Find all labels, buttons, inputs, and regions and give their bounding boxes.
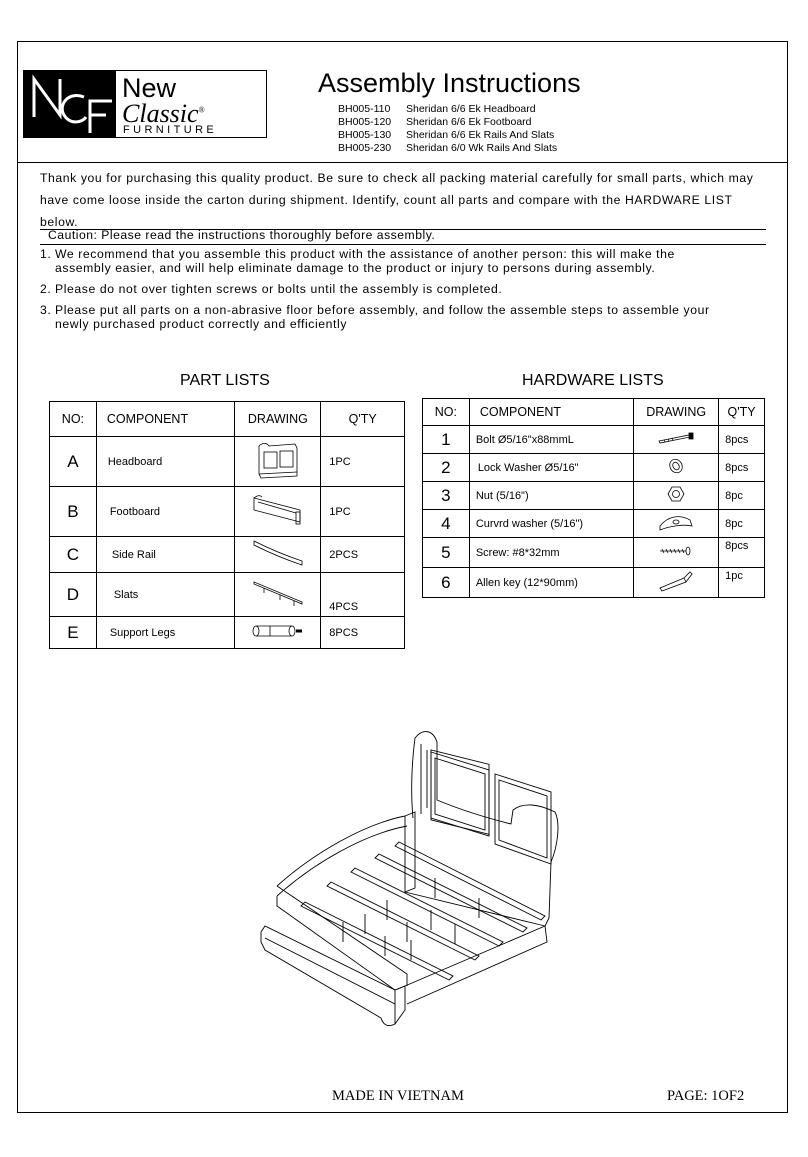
table-row [423, 568, 765, 598]
hardware-qty: 8pcs [719, 454, 765, 482]
screw-drawing-icon [634, 538, 719, 568]
ncf-monogram-icon [24, 71, 116, 137]
model-row [338, 142, 557, 155]
slat-drawing-icon [235, 573, 321, 617]
model-code: BH005-110 [338, 103, 391, 115]
step-line: Please put all parts on a non-abrasive floor before assembly, and follow the assemble steps to assemble your [55, 303, 710, 317]
brand-logo [23, 70, 267, 138]
model-name: Sheridan 6/6 Ek Rails And Slats [406, 129, 555, 141]
part-qty: 8PCS [321, 617, 405, 649]
part-component: Support Legs [96, 617, 235, 649]
model-name: Sheridan 6/0 Wk Rails And Slats [406, 142, 558, 154]
part-qty: 1PC [321, 437, 405, 487]
column-header-qty: Q'TY [719, 399, 765, 426]
headboard-drawing-icon [235, 437, 321, 487]
table-header-row [50, 402, 405, 437]
hardware-no: 2 [423, 454, 470, 482]
part-qty: 1PC [321, 487, 405, 537]
intro-paragraph: Thank you for purchasing this quality product. Be sure to check all packing material carefully for small parts, which may have come loose inside the carton during shipment. Identify, count all parts and compare with the HARDWARE LIST below. [40, 171, 754, 229]
part-component: Footboard [96, 487, 235, 537]
side-rail-drawing-icon [235, 537, 321, 573]
part-no: B [50, 487, 97, 537]
brand-name-new: New [122, 73, 177, 103]
model-row [338, 116, 557, 129]
hardware-component: Allen key (12*90mm) [469, 568, 633, 598]
column-header-no: NO: [50, 402, 97, 437]
part-component: Side Rail [96, 537, 235, 573]
column-header-no: NO: [423, 399, 470, 426]
table-row [423, 426, 765, 454]
hardware-component: Nut (5/16") [469, 482, 633, 510]
hardware-qty: 8pcs [719, 538, 765, 568]
hardware-component: Lock Washer Ø5/16" [469, 454, 633, 482]
allen-key-drawing-icon [634, 568, 719, 598]
instruction-step-2 [40, 282, 770, 296]
table-row [423, 538, 765, 568]
part-no: E [50, 617, 97, 649]
table-row [423, 510, 765, 538]
step-number: 2. [40, 282, 52, 296]
brand-name-classic: Classic® [122, 99, 205, 128]
part-list-table [49, 401, 405, 649]
column-header-component: COMPONENT [96, 402, 235, 437]
model-code: BH005-130 [338, 129, 392, 141]
part-component: Slats [96, 573, 235, 617]
made-in-label: MADE IN VIETNAM [332, 1088, 464, 1104]
hardware-qty: 8pc [719, 482, 765, 510]
table-row [50, 537, 405, 573]
page-number: PAGE: 1OF2 [667, 1088, 745, 1104]
caution-text: Caution: Please read the instructions thoroughly before assembly. [48, 228, 436, 242]
document-title: Assembly Instructions [318, 68, 581, 98]
step-number: 1. [40, 247, 52, 261]
table-header-row [423, 399, 765, 426]
hardware-component: Bolt Ø5/16"x88mmL [469, 426, 633, 454]
hardware-component: Curvrd washer (5/16") [469, 510, 633, 538]
instruction-step-1 [40, 247, 770, 275]
table-row [50, 617, 405, 649]
step-line: newly purchased product correctly and efficiently [55, 317, 348, 331]
step-number: 3. [40, 303, 52, 317]
model-row [338, 103, 557, 116]
hardware-no: 5 [423, 538, 470, 568]
model-row [338, 129, 557, 142]
support-leg-drawing-icon [235, 617, 321, 649]
hardware-lists-title: HARDWARE LISTS [522, 372, 664, 389]
nut-drawing-icon [634, 482, 719, 510]
header-divider [17, 162, 788, 163]
step-line: We recommend that you assemble this product with the assistance of another person: this will make the [55, 247, 675, 261]
table-row [423, 454, 765, 482]
footboard-drawing-icon [235, 487, 321, 537]
column-header-drawing: DRAWING [235, 402, 321, 437]
instruction-step-3 [40, 303, 770, 331]
hardware-qty: 8pcs [719, 426, 765, 454]
table-row [50, 487, 405, 537]
lock-washer-drawing-icon [634, 454, 719, 482]
model-code: BH005-230 [338, 142, 392, 154]
model-name: Sheridan 6/6 Ek Headboard [406, 103, 536, 115]
model-code: BH005-120 [338, 116, 392, 128]
table-row [50, 437, 405, 487]
part-component: Headboard [96, 437, 235, 487]
column-header-component: COMPONENT [469, 399, 633, 426]
bolt-drawing-icon [634, 426, 719, 454]
step-line: Please do not over tighten screws or bolts until the assembly is completed. [55, 282, 503, 296]
part-no: A [50, 437, 97, 487]
brand-name-furniture: FURNITURE [123, 124, 218, 136]
table-row [423, 482, 765, 510]
assembled-bed-drawing [255, 728, 575, 1033]
column-header-drawing: DRAWING [634, 399, 719, 426]
hardware-qty: 1pc [719, 568, 765, 598]
column-header-qty: Q'TY [321, 402, 405, 437]
table-row [50, 573, 405, 617]
hardware-no: 1 [423, 426, 470, 454]
hardware-no: 4 [423, 510, 470, 538]
hardware-no: 3 [423, 482, 470, 510]
hardware-component: Screw: #8*32mm [469, 538, 633, 568]
part-qty: 2PCS [321, 537, 405, 573]
part-lists-title: PART LISTS [180, 372, 270, 389]
model-list [338, 103, 557, 155]
model-name: Sheridan 6/6 Ek Footboard [406, 116, 532, 128]
hardware-list-table [422, 398, 765, 598]
part-no: D [50, 573, 97, 617]
step-line: assembly easier, and will help eliminate damage to the product or injury to persons during assembly. [55, 261, 656, 275]
curved-washer-drawing-icon [634, 510, 719, 538]
hardware-no: 6 [423, 568, 470, 598]
hardware-qty: 8pc [719, 510, 765, 538]
part-qty: 4PCS [321, 573, 405, 617]
part-no: C [50, 537, 97, 573]
